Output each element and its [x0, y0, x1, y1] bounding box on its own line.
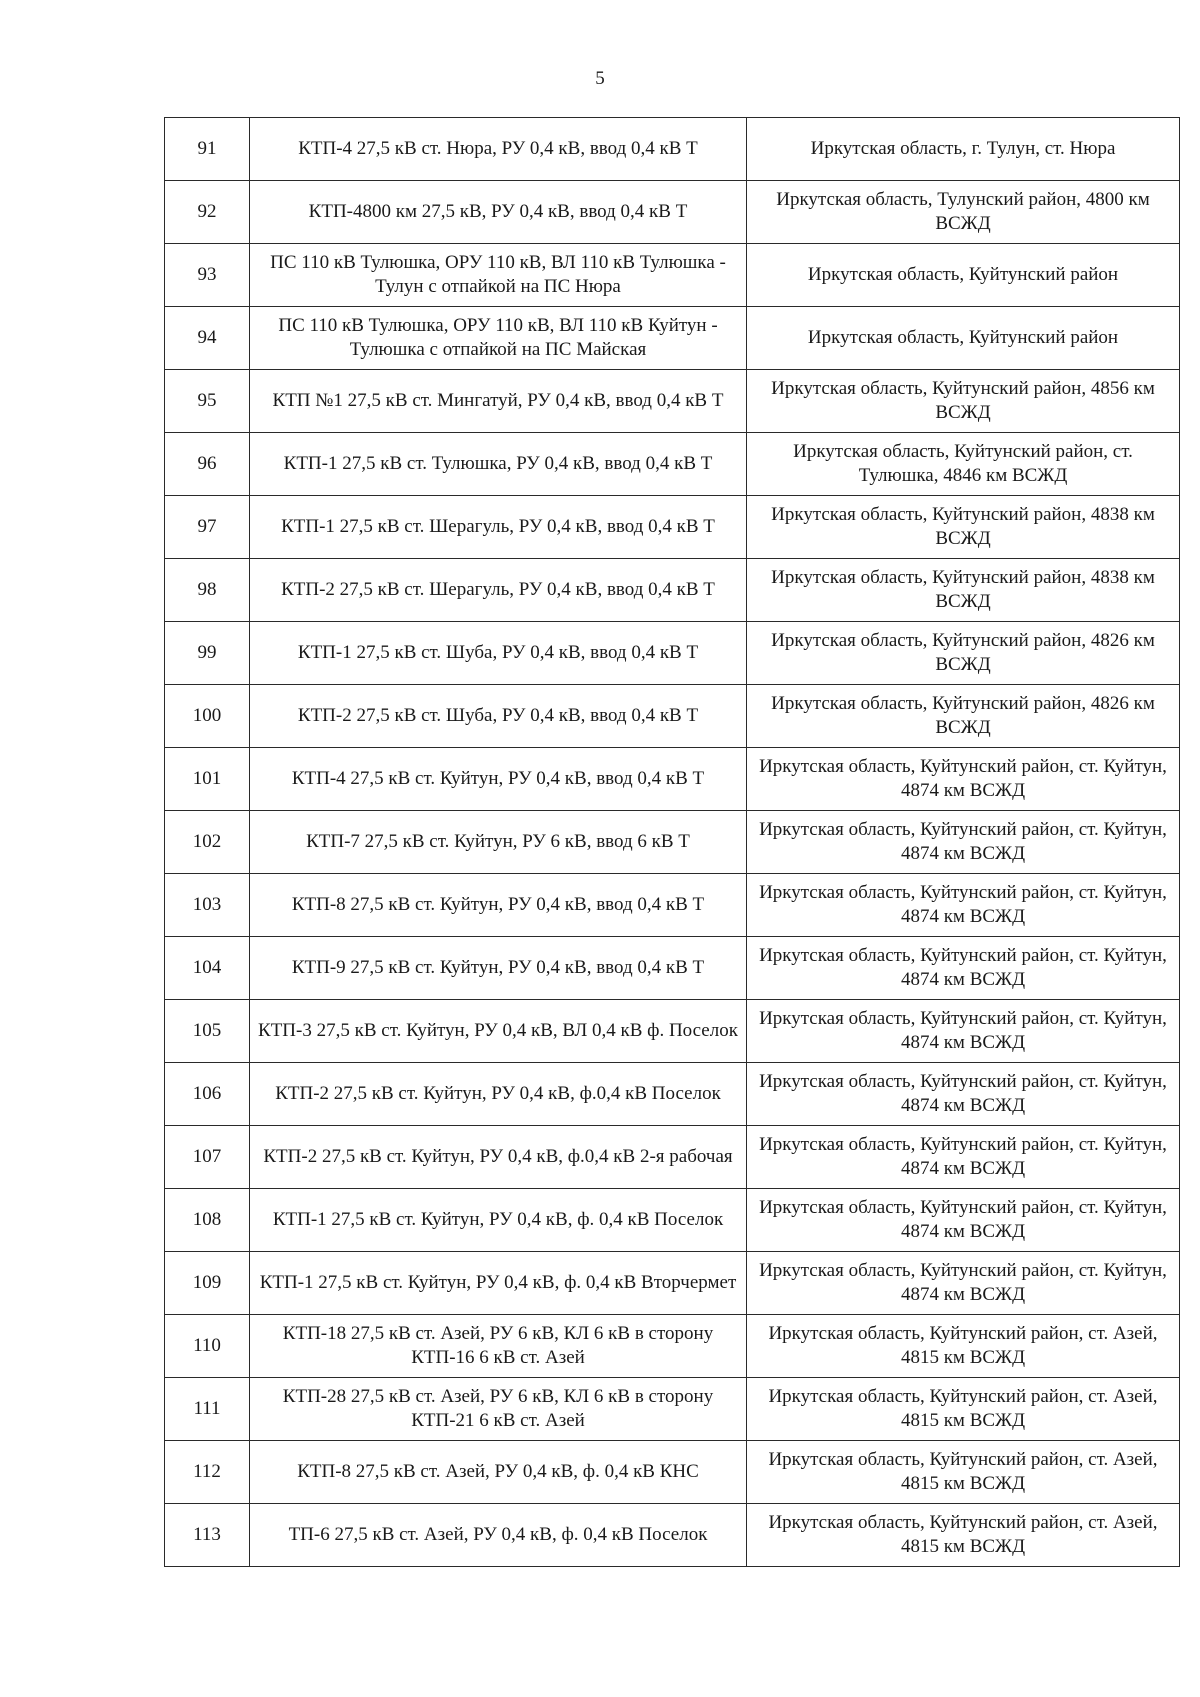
page-number: 5: [595, 68, 605, 89]
object-cell: КТП-4 27,5 кВ ст. Куйтун, РУ 0,4 кВ, ввод 0,4 кВ Т: [250, 748, 747, 811]
row-number-cell: 102: [165, 811, 250, 874]
location-cell: Иркутская область, Куйтунский район, ст. Азей, 4815 км ВСЖД: [747, 1378, 1180, 1441]
row-number-cell: 94: [165, 307, 250, 370]
object-cell: КТП-1 27,5 кВ ст. Куйтун, РУ 0,4 кВ, ф. 0,4 кВ Вторчермет: [250, 1252, 747, 1315]
table-row: [165, 1504, 1180, 1567]
location-cell: Иркутская область, Куйтунский район, ст. Куйтун, 4874 км ВСЖД: [747, 748, 1180, 811]
table-row: [165, 118, 1180, 181]
table-row: [165, 370, 1180, 433]
object-cell: КТП-3 27,5 кВ ст. Куйтун, РУ 0,4 кВ, ВЛ 0,4 кВ ф. Поселок: [250, 1000, 747, 1063]
object-cell: КТП-1 27,5 кВ ст. Шерагуль, РУ 0,4 кВ, ввод 0,4 кВ Т: [250, 496, 747, 559]
location-cell: Иркутская область, Куйтунский район, 4826 км ВСЖД: [747, 622, 1180, 685]
location-cell: Иркутская область, Куйтунский район, ст. Куйтун, 4874 км ВСЖД: [747, 874, 1180, 937]
row-number-cell: 109: [165, 1252, 250, 1315]
location-cell: Иркутская область, Куйтунский район, 4826 км ВСЖД: [747, 685, 1180, 748]
table-row: [165, 748, 1180, 811]
object-cell: КТП-18 27,5 кВ ст. Азей, РУ 6 кВ, КЛ 6 кВ в сторону КТП-16 6 кВ ст. Азей: [250, 1315, 747, 1378]
table-row: [165, 937, 1180, 1000]
row-number-cell: 100: [165, 685, 250, 748]
row-number-cell: 104: [165, 937, 250, 1000]
location-cell: Иркутская область, Куйтунский район, ст. Азей, 4815 км ВСЖД: [747, 1504, 1180, 1567]
row-number-cell: 106: [165, 1063, 250, 1126]
object-cell: ПС 110 кВ Тулюшка, ОРУ 110 кВ, ВЛ 110 кВ Куйтун - Тулюшка с отпайкой на ПС Майская: [250, 307, 747, 370]
table-row: [165, 244, 1180, 307]
row-number-cell: 95: [165, 370, 250, 433]
row-number-cell: 107: [165, 1126, 250, 1189]
table-row: [165, 1315, 1180, 1378]
location-cell: Иркутская область, Куйтунский район, ст. Куйтун, 4874 км ВСЖД: [747, 811, 1180, 874]
row-number-cell: 91: [165, 118, 250, 181]
location-cell: Иркутская область, г. Тулун, ст. Нюра: [747, 118, 1180, 181]
location-cell: Иркутская область, Куйтунский район, ст. Куйтун, 4874 км ВСЖД: [747, 1126, 1180, 1189]
table-body: [165, 118, 1180, 1567]
registry-table: [164, 117, 1180, 1567]
table-row: [165, 1252, 1180, 1315]
row-number-cell: 92: [165, 181, 250, 244]
location-cell: Иркутская область, Куйтунский район, 4856 км ВСЖД: [747, 370, 1180, 433]
table-row: [165, 811, 1180, 874]
table-row: [165, 1441, 1180, 1504]
location-cell: Иркутская область, Куйтунский район, ст. Куйтун, 4874 км ВСЖД: [747, 1252, 1180, 1315]
table-row: [165, 181, 1180, 244]
object-cell: КТП-1 27,5 кВ ст. Шуба, РУ 0,4 кВ, ввод 0,4 кВ Т: [250, 622, 747, 685]
table-row: [165, 685, 1180, 748]
row-number-cell: 112: [165, 1441, 250, 1504]
object-cell: КТП-8 27,5 кВ ст. Азей, РУ 0,4 кВ, ф. 0,4 кВ КНС: [250, 1441, 747, 1504]
location-cell: Иркутская область, Куйтунский район: [747, 244, 1180, 307]
table-row: [165, 433, 1180, 496]
location-cell: Иркутская область, Куйтунский район, ст. Тулюшка, 4846 км ВСЖД: [747, 433, 1180, 496]
object-cell: КТП №1 27,5 кВ ст. Мингатуй, РУ 0,4 кВ, ввод 0,4 кВ Т: [250, 370, 747, 433]
location-cell: Иркутская область, Куйтунский район, ст. Куйтун, 4874 км ВСЖД: [747, 937, 1180, 1000]
location-cell: Иркутская область, Куйтунский район, 4838 км ВСЖД: [747, 496, 1180, 559]
object-cell: КТП-4800 км 27,5 кВ, РУ 0,4 кВ, ввод 0,4 кВ Т: [250, 181, 747, 244]
location-cell: Иркутская область, Куйтунский район, ст. Куйтун, 4874 км ВСЖД: [747, 1000, 1180, 1063]
object-cell: КТП-2 27,5 кВ ст. Куйтун, РУ 0,4 кВ, ф.0,4 кВ 2-я рабочая: [250, 1126, 747, 1189]
location-cell: Иркутская область, Куйтунский район, ст. Азей, 4815 км ВСЖД: [747, 1441, 1180, 1504]
row-number-cell: 101: [165, 748, 250, 811]
table-row: [165, 1378, 1180, 1441]
object-cell: ПС 110 кВ Тулюшка, ОРУ 110 кВ, ВЛ 110 кВ Тулюшка - Тулун с отпайкой на ПС Нюра: [250, 244, 747, 307]
location-cell: Иркутская область, Тулунский район, 4800 км ВСЖД: [747, 181, 1180, 244]
row-number-cell: 99: [165, 622, 250, 685]
table-row: [165, 1126, 1180, 1189]
row-number-cell: 113: [165, 1504, 250, 1567]
table-row: [165, 559, 1180, 622]
row-number-cell: 108: [165, 1189, 250, 1252]
object-cell: КТП-7 27,5 кВ ст. Куйтун, РУ 6 кВ, ввод 6 кВ Т: [250, 811, 747, 874]
object-cell: КТП-1 27,5 кВ ст. Тулюшка, РУ 0,4 кВ, ввод 0,4 кВ Т: [250, 433, 747, 496]
object-cell: КТП-2 27,5 кВ ст. Куйтун, РУ 0,4 кВ, ф.0,4 кВ Поселок: [250, 1063, 747, 1126]
row-number-cell: 96: [165, 433, 250, 496]
object-cell: КТП-8 27,5 кВ ст. Куйтун, РУ 0,4 кВ, ввод 0,4 кВ Т: [250, 874, 747, 937]
location-cell: Иркутская область, Куйтунский район, ст. Куйтун, 4874 км ВСЖД: [747, 1063, 1180, 1126]
row-number-cell: 98: [165, 559, 250, 622]
object-cell: ТП-6 27,5 кВ ст. Азей, РУ 0,4 кВ, ф. 0,4 кВ Поселок: [250, 1504, 747, 1567]
table-row: [165, 1189, 1180, 1252]
object-cell: КТП-9 27,5 кВ ст. Куйтун, РУ 0,4 кВ, ввод 0,4 кВ Т: [250, 937, 747, 1000]
table-row: [165, 1000, 1180, 1063]
row-number-cell: 103: [165, 874, 250, 937]
table-row: [165, 1063, 1180, 1126]
row-number-cell: 110: [165, 1315, 250, 1378]
row-number-cell: 93: [165, 244, 250, 307]
location-cell: Иркутская область, Куйтунский район, ст. Куйтун, 4874 км ВСЖД: [747, 1189, 1180, 1252]
row-number-cell: 97: [165, 496, 250, 559]
row-number-cell: 105: [165, 1000, 250, 1063]
row-number-cell: 111: [165, 1378, 250, 1441]
location-cell: Иркутская область, Куйтунский район: [747, 307, 1180, 370]
table-row: [165, 496, 1180, 559]
table-row: [165, 874, 1180, 937]
location-cell: Иркутская область, Куйтунский район, 4838 км ВСЖД: [747, 559, 1180, 622]
table-row: [165, 622, 1180, 685]
location-cell: Иркутская область, Куйтунский район, ст. Азей, 4815 км ВСЖД: [747, 1315, 1180, 1378]
object-cell: КТП-1 27,5 кВ ст. Куйтун, РУ 0,4 кВ, ф. 0,4 кВ Поселок: [250, 1189, 747, 1252]
object-cell: КТП-4 27,5 кВ ст. Нюра, РУ 0,4 кВ, ввод 0,4 кВ Т: [250, 118, 747, 181]
object-cell: КТП-2 27,5 кВ ст. Шуба, РУ 0,4 кВ, ввод 0,4 кВ Т: [250, 685, 747, 748]
object-cell: КТП-2 27,5 кВ ст. Шерагуль, РУ 0,4 кВ, ввод 0,4 кВ Т: [250, 559, 747, 622]
object-cell: КТП-28 27,5 кВ ст. Азей, РУ 6 кВ, КЛ 6 кВ в сторону КТП-21 6 кВ ст. Азей: [250, 1378, 747, 1441]
table-row: [165, 307, 1180, 370]
